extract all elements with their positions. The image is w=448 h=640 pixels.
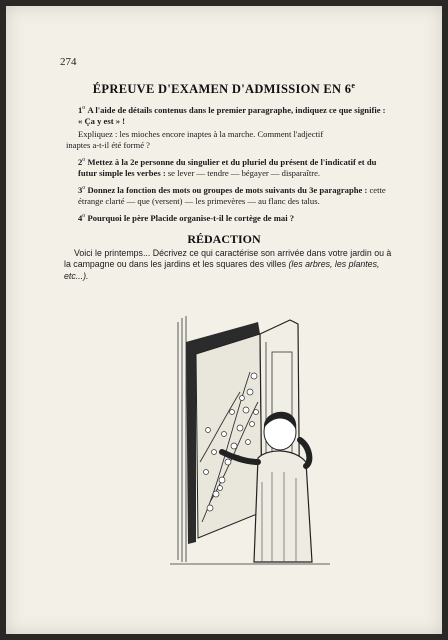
question-3: 3$^o$ Donnez la fonction des mots ou groupes de mots suivants du 3e paragraphe : cette étrange clarté — que (versent) — les primevères — au flanc des talus. — [78, 184, 386, 207]
question-1: 1$^o$ A l'aide de détails contenus dans le premier paragraphe, indiquez ce que signifie : « Ça y est » ! Expliquez : les mioches encore inaptes à la marche. Comment l'adjectif inaptes a-t-il été formé ? — [66, 104, 386, 151]
question-2: 2$^o$ Mettez à la 2e personne du singulier et du pluriel du présent de l'indicatif et du futur simple les verbes : se lever — tendre — bégayer — disparaître. — [78, 156, 377, 179]
exam-title: ÉPREUVE D'EXAMEN D'ADMISSION EN 6e — [92, 81, 356, 97]
page-number: 274 — [60, 56, 77, 68]
question-4: 4$^o$ Pourquoi le père Placide organise-t-il le cortège de mai ? — [78, 212, 295, 223]
illustration-boy-opening-window — [150, 312, 350, 582]
redaction-prompt: Voici le printemps... Décrivez ce qui caractérise son arrivée dans votre jardin ou à la campagne ou dans les jardins et les squares des villes (les arbres, les plantes, etc...). — [64, 248, 392, 281]
redaction-heading: RÉDACTION — [187, 232, 261, 246]
redaction-examples: (les arbres, les plantes, etc...). — [64, 259, 380, 281]
